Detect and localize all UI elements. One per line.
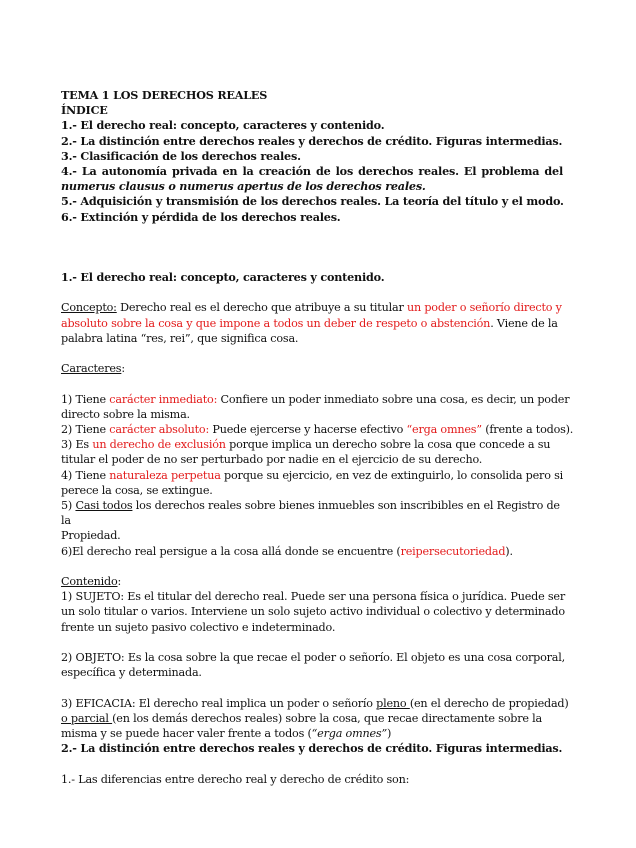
document-page bbox=[61, 88, 574, 787]
caracter-6: 6)El derecho real persigue a la cosa allá donde se encuentre (reipersecutoriedad). bbox=[61, 544, 513, 558]
section-1-heading: 1.- El derecho real: concepto, caracteres y contenido. bbox=[61, 270, 385, 285]
contenido-objeto: 2) OBJETO: Es la cosa sobre la que recae el poder o señorío. El objeto es una cosa corporal, bbox=[61, 651, 565, 665]
contenido-objeto-cont: específica y determinada. bbox=[61, 666, 202, 680]
index-item-4-cont: numerus clausus o numerus apertus de los derechos reales. bbox=[61, 179, 426, 194]
caracteres-heading: Caracteres: bbox=[61, 362, 125, 376]
caracter-5-cont-2: Propiedad. bbox=[61, 529, 121, 543]
concepto-label: Concepto: bbox=[61, 301, 117, 315]
contenido-sujeto-cont-2: frente un sujeto pasivo colectivo e indeterminado. bbox=[61, 620, 336, 634]
index-heading: ÍNDICE bbox=[61, 103, 108, 118]
section-2-paragraph: 1.- Las diferencias entre derecho real y derecho de crédito son: bbox=[61, 772, 410, 786]
contenido-eficacia: 3) EFICACIA: El derecho real implica un poder o señorío pleno (en el derecho de propiedad) bbox=[61, 696, 569, 710]
caracter-5: 5) Casi todos los derechos reales sobre bienes inmuebles son inscribibles en el Registro de bbox=[61, 499, 560, 513]
index-item-2: 2.- La distinción entre derechos reales y derechos de crédito. Figuras intermedias. bbox=[61, 133, 563, 148]
index-item-5: 5.- Adquisición y transmisión de los derechos reales. La teoría del título y el modo. bbox=[61, 194, 564, 209]
caracter-1: 1) Tiene carácter inmediato: Confiere un poder inmediato sobre una cosa, es decir, un poder bbox=[61, 392, 570, 406]
caracter-3-cont: titular el poder de no ser perturbado por nadie en el ejercicio de su derecho. bbox=[61, 453, 483, 467]
caracter-3: 3) Es un derecho de exclusión porque implica un derecho sobre la cosa que concede a su bbox=[61, 438, 551, 452]
contenido-sujeto: 1) SUJETO: Es el titular del derecho real. Puede ser una persona física o jurídica. Puede ser bbox=[61, 590, 565, 604]
concepto-line-2: absoluto sobre la cosa y que impone a todos un deber de respeto o abstención. Viene de la bbox=[61, 316, 558, 330]
caracter-2: 2) Tiene carácter absoluto: Puede ejercerse y hacerse efectivo “erga omnes” (frente a todos). bbox=[61, 423, 574, 436]
caracter-4-cont: perece la cosa, se extingue. bbox=[61, 483, 213, 497]
contenido-heading: Contenido: bbox=[61, 575, 122, 589]
index-item-1: 1.- El derecho real: concepto, caracteres y contenido. bbox=[61, 118, 385, 133]
concepto-line-3: palabra latina “res, rei”, que significa cosa. bbox=[61, 331, 299, 345]
contenido-eficacia-cont-2: misma y se puede hacer valer frente a todos (“erga omnes”) bbox=[61, 727, 392, 741]
section-2-heading: 2.- La distinción entre derechos reales y derechos de crédito. Figuras intermedias. bbox=[61, 741, 563, 756]
caracter-1-cont: directo sobre la misma. bbox=[61, 407, 190, 421]
index-item-3: 3.- Clasificación de los derechos reales. bbox=[61, 148, 301, 163]
concepto-line-1: Concepto: Derecho real es el derecho que atribuye a su titular un poder o señorío directo y bbox=[61, 301, 562, 315]
contenido-sujeto-cont: un solo titular o varios. Interviene un solo sujeto activo individual o colectivo y determinado bbox=[61, 605, 565, 619]
document-title: TEMA 1 LOS DERECHOS REALES bbox=[61, 88, 268, 102]
index-item-6: 6.- Extinción y pérdida de los derechos reales. bbox=[61, 209, 341, 224]
contenido-eficacia-cont: o parcial (en los demás derechos reales) sobre la cosa, que recae directamente sobre la bbox=[61, 711, 542, 725]
caracter-5-cont: la bbox=[61, 514, 71, 528]
index-item-4: 4.- La autonomía privada en la creación de los derechos reales. El problema del bbox=[61, 164, 563, 179]
caracter-4: 4) Tiene naturaleza perpetua porque su ejercicio, en vez de extinguirlo, lo consolida pero si bbox=[61, 468, 564, 482]
concepto-highlight: un poder o señorío directo y bbox=[406, 301, 562, 315]
